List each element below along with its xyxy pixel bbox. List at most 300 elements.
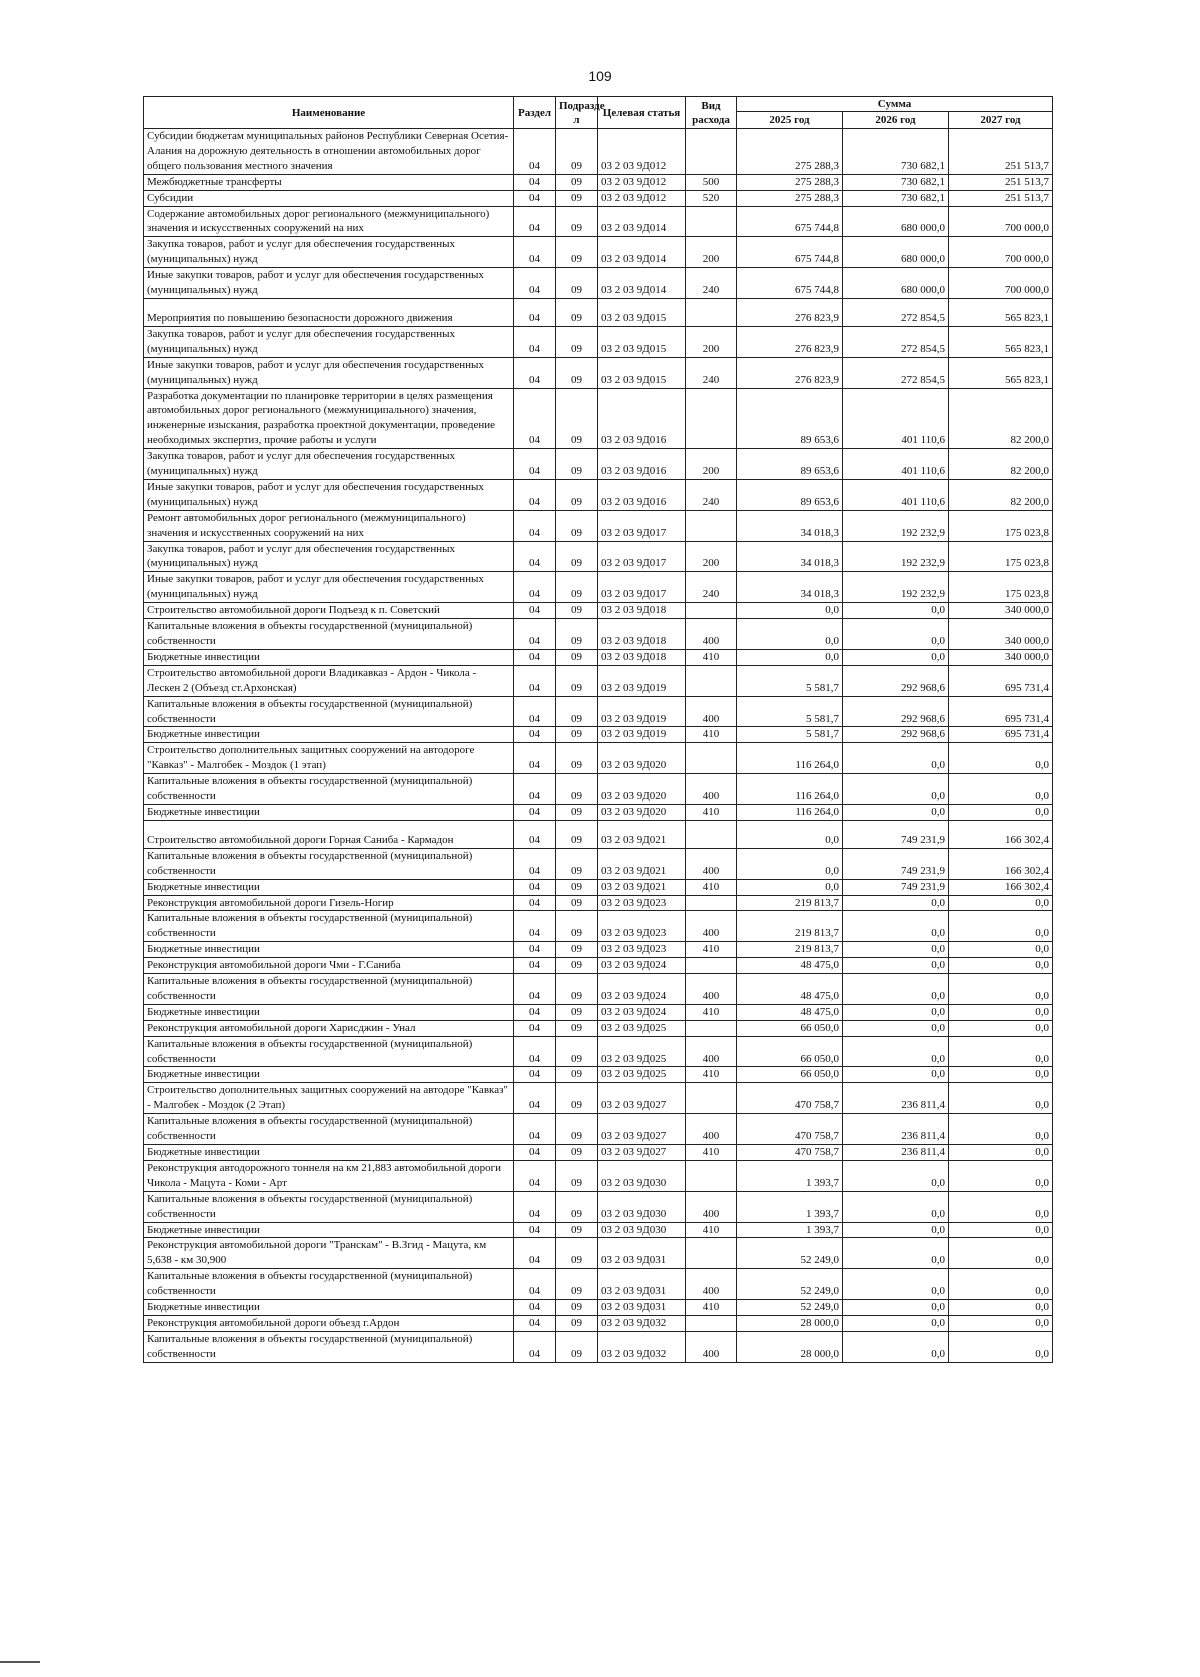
row-kind: 410 — [686, 942, 737, 958]
row-2025: 52 249,0 — [737, 1300, 843, 1316]
row-2025: 48 475,0 — [737, 974, 843, 1005]
row-2025: 675 744,8 — [737, 237, 843, 268]
row-kind: 520 — [686, 190, 737, 206]
row-section: 04 — [514, 326, 556, 357]
table-row — [144, 1020, 1053, 1036]
row-subsection: 09 — [556, 1160, 598, 1191]
row-section: 04 — [514, 190, 556, 206]
row-2026: 0,0 — [843, 1269, 949, 1300]
row-2026: 0,0 — [843, 1067, 949, 1083]
header-sum: Сумма — [737, 97, 1053, 112]
row-kind — [686, 743, 737, 774]
row-kind — [686, 388, 737, 449]
row-2027: 175 023,8 — [949, 541, 1053, 572]
row-target: 03 2 03 9Д025 — [598, 1067, 686, 1083]
row-name: Бюджетные инвестиции — [144, 649, 514, 665]
table-row — [144, 190, 1053, 206]
row-section: 04 — [514, 298, 556, 326]
row-subsection: 09 — [556, 449, 598, 480]
row-2025: 66 050,0 — [737, 1020, 843, 1036]
row-target: 03 2 03 9Д032 — [598, 1331, 686, 1362]
row-2025: 1 393,7 — [737, 1160, 843, 1191]
table-row — [144, 1160, 1053, 1191]
row-kind: 240 — [686, 572, 737, 603]
row-2025: 5 581,7 — [737, 665, 843, 696]
row-name: Межбюджетные трансферты — [144, 174, 514, 190]
row-kind — [686, 1238, 737, 1269]
row-kind: 500 — [686, 174, 737, 190]
header-section: Раздел — [514, 97, 556, 129]
row-name: Закупка товаров, работ и услуг для обеспечения государственных (муниципальных) нужд — [144, 326, 514, 357]
row-2027: 0,0 — [949, 1300, 1053, 1316]
row-section: 04 — [514, 1315, 556, 1331]
row-2027: 0,0 — [949, 1160, 1053, 1191]
row-2026: 0,0 — [843, 619, 949, 650]
row-2027: 0,0 — [949, 774, 1053, 805]
row-2025: 89 653,6 — [737, 388, 843, 449]
table-row — [144, 1315, 1053, 1331]
row-section: 04 — [514, 1160, 556, 1191]
row-name: Иные закупки товаров, работ и услуг для обеспечения государственных (муниципальных) нужд — [144, 357, 514, 388]
row-name: Строительство дополнительных защитных сооружений на автодоре "Кавказ" - Малгобек - Моздок (2 Этап) — [144, 1083, 514, 1114]
row-name: Строительство автомобильной дороги Подъезд к п. Советский — [144, 603, 514, 619]
row-target: 03 2 03 9Д012 — [598, 174, 686, 190]
row-subsection: 09 — [556, 879, 598, 895]
row-2026: 0,0 — [843, 1238, 949, 1269]
row-2027: 0,0 — [949, 1238, 1053, 1269]
row-2025: 52 249,0 — [737, 1269, 843, 1300]
row-2025: 5 581,7 — [737, 696, 843, 727]
table-row — [144, 1145, 1053, 1161]
row-target: 03 2 03 9Д023 — [598, 942, 686, 958]
row-2027: 251 513,7 — [949, 190, 1053, 206]
row-section: 04 — [514, 665, 556, 696]
row-2027: 82 200,0 — [949, 479, 1053, 510]
row-2025: 66 050,0 — [737, 1036, 843, 1067]
row-kind: 400 — [686, 1331, 737, 1362]
row-name: Капитальные вложения в объекты государственной (муниципальной) собственности — [144, 774, 514, 805]
row-2025: 219 813,7 — [737, 942, 843, 958]
row-target: 03 2 03 9Д014 — [598, 237, 686, 268]
row-section: 04 — [514, 541, 556, 572]
row-subsection: 09 — [556, 1114, 598, 1145]
row-2025: 28 000,0 — [737, 1315, 843, 1331]
row-kind: 400 — [686, 1191, 737, 1222]
row-name: Реконструкция автомобильной дороги объезд г.Ардон — [144, 1315, 514, 1331]
row-section: 04 — [514, 1004, 556, 1020]
row-2025: 1 393,7 — [737, 1222, 843, 1238]
row-section: 04 — [514, 603, 556, 619]
row-2026: 0,0 — [843, 942, 949, 958]
table-row — [144, 1191, 1053, 1222]
row-name: Иные закупки товаров, работ и услуг для обеспечения государственных (муниципальных) нужд — [144, 572, 514, 603]
row-subsection: 09 — [556, 1020, 598, 1036]
row-section: 04 — [514, 206, 556, 237]
row-kind — [686, 820, 737, 848]
row-2025: 470 758,7 — [737, 1145, 843, 1161]
row-subsection: 09 — [556, 727, 598, 743]
row-section: 04 — [514, 879, 556, 895]
table-row — [144, 129, 1053, 175]
row-section: 04 — [514, 911, 556, 942]
row-section: 04 — [514, 237, 556, 268]
row-subsection: 09 — [556, 479, 598, 510]
row-subsection: 09 — [556, 1036, 598, 1067]
row-2026: 730 682,1 — [843, 174, 949, 190]
row-2026: 730 682,1 — [843, 190, 949, 206]
row-2027: 175 023,8 — [949, 510, 1053, 541]
row-target: 03 2 03 9Д031 — [598, 1238, 686, 1269]
row-subsection: 09 — [556, 665, 598, 696]
row-subsection: 09 — [556, 804, 598, 820]
row-section: 04 — [514, 1083, 556, 1114]
row-2026: 192 232,9 — [843, 572, 949, 603]
row-kind: 400 — [686, 1036, 737, 1067]
row-section: 04 — [514, 743, 556, 774]
row-name: Иные закупки товаров, работ и услуг для обеспечения государственных (муниципальных) нужд — [144, 268, 514, 299]
row-name: Строительство дополнительных защитных сооружений на автодороге "Кавказ" - Малгобек - Моздок (1 этап) — [144, 743, 514, 774]
row-section: 04 — [514, 1238, 556, 1269]
row-section: 04 — [514, 1020, 556, 1036]
table-row — [144, 804, 1053, 820]
row-subsection: 09 — [556, 619, 598, 650]
row-section: 04 — [514, 174, 556, 190]
row-kind: 400 — [686, 619, 737, 650]
row-2026: 236 811,4 — [843, 1083, 949, 1114]
row-target: 03 2 03 9Д020 — [598, 804, 686, 820]
row-subsection: 09 — [556, 974, 598, 1005]
table-row — [144, 619, 1053, 650]
row-2025: 0,0 — [737, 649, 843, 665]
row-target: 03 2 03 9Д027 — [598, 1145, 686, 1161]
row-2027: 0,0 — [949, 1020, 1053, 1036]
row-2025: 48 475,0 — [737, 958, 843, 974]
row-2026: 730 682,1 — [843, 129, 949, 175]
table-row — [144, 848, 1053, 879]
row-2025: 34 018,3 — [737, 510, 843, 541]
row-name: Капитальные вложения в объекты государственной (муниципальной) собственности — [144, 1269, 514, 1300]
row-subsection: 09 — [556, 1067, 598, 1083]
row-2027: 0,0 — [949, 1145, 1053, 1161]
row-kind — [686, 1083, 737, 1114]
row-2025: 1 393,7 — [737, 1191, 843, 1222]
row-target: 03 2 03 9Д015 — [598, 357, 686, 388]
row-target: 03 2 03 9Д023 — [598, 911, 686, 942]
row-target: 03 2 03 9Д017 — [598, 572, 686, 603]
row-2027: 82 200,0 — [949, 388, 1053, 449]
row-name: Бюджетные инвестиции — [144, 727, 514, 743]
row-section: 04 — [514, 268, 556, 299]
row-kind: 410 — [686, 879, 737, 895]
row-name: Реконструкция автомобильной дороги Чми - Г.Саниба — [144, 958, 514, 974]
row-kind — [686, 510, 737, 541]
row-target: 03 2 03 9Д030 — [598, 1160, 686, 1191]
row-subsection: 09 — [556, 572, 598, 603]
row-section: 04 — [514, 774, 556, 805]
row-kind — [686, 895, 737, 911]
row-kind: 240 — [686, 268, 737, 299]
row-section: 04 — [514, 510, 556, 541]
row-section: 04 — [514, 696, 556, 727]
row-subsection: 09 — [556, 848, 598, 879]
row-2026: 0,0 — [843, 603, 949, 619]
row-2026: 0,0 — [843, 911, 949, 942]
table-row — [144, 388, 1053, 449]
row-kind — [686, 603, 737, 619]
header-2027: 2027 год — [949, 112, 1053, 129]
row-kind — [686, 129, 737, 175]
row-2027: 0,0 — [949, 1269, 1053, 1300]
row-name: Капитальные вложения в объекты государственной (муниципальной) собственности — [144, 1191, 514, 1222]
row-name: Реконструкция автомобильной дороги Гизель-Ногир — [144, 895, 514, 911]
row-subsection: 09 — [556, 1269, 598, 1300]
row-subsection: 09 — [556, 541, 598, 572]
row-target: 03 2 03 9Д019 — [598, 727, 686, 743]
row-2027: 166 302,4 — [949, 848, 1053, 879]
row-2026: 749 231,9 — [843, 848, 949, 879]
row-2027: 0,0 — [949, 942, 1053, 958]
row-section: 04 — [514, 727, 556, 743]
row-2026: 0,0 — [843, 1036, 949, 1067]
row-subsection: 09 — [556, 1238, 598, 1269]
header-row-top — [144, 97, 1053, 112]
row-target: 03 2 03 9Д018 — [598, 603, 686, 619]
row-2026: 0,0 — [843, 895, 949, 911]
row-2025: 675 744,8 — [737, 268, 843, 299]
row-kind — [686, 1020, 737, 1036]
row-2026: 192 232,9 — [843, 541, 949, 572]
row-target: 03 2 03 9Д031 — [598, 1300, 686, 1316]
row-2025: 89 653,6 — [737, 479, 843, 510]
row-subsection: 09 — [556, 1315, 598, 1331]
row-target: 03 2 03 9Д018 — [598, 619, 686, 650]
row-2025: 116 264,0 — [737, 743, 843, 774]
row-subsection: 09 — [556, 1145, 598, 1161]
row-2027: 251 513,7 — [949, 174, 1053, 190]
row-section: 04 — [514, 1222, 556, 1238]
row-subsection: 09 — [556, 129, 598, 175]
row-2025: 470 758,7 — [737, 1083, 843, 1114]
row-subsection: 09 — [556, 1222, 598, 1238]
row-target: 03 2 03 9Д017 — [598, 541, 686, 572]
row-section: 04 — [514, 1114, 556, 1145]
row-subsection: 09 — [556, 895, 598, 911]
row-2025: 52 249,0 — [737, 1238, 843, 1269]
table-row — [144, 357, 1053, 388]
row-target: 03 2 03 9Д012 — [598, 190, 686, 206]
row-name: Иные закупки товаров, работ и услуг для обеспечения государственных (муниципальных) нужд — [144, 479, 514, 510]
row-2025: 275 288,3 — [737, 190, 843, 206]
row-section: 04 — [514, 1300, 556, 1316]
row-kind: 240 — [686, 357, 737, 388]
row-2026: 0,0 — [843, 1004, 949, 1020]
row-2025: 276 823,9 — [737, 357, 843, 388]
row-2027: 0,0 — [949, 743, 1053, 774]
row-name: Содержание автомобильных дорог регионального (межмуниципального) значения и искусственных сооружений на них — [144, 206, 514, 237]
row-target: 03 2 03 9Д021 — [598, 848, 686, 879]
row-2025: 0,0 — [737, 820, 843, 848]
row-section: 04 — [514, 1331, 556, 1362]
row-subsection: 09 — [556, 190, 598, 206]
row-subsection: 09 — [556, 942, 598, 958]
row-2027: 695 731,4 — [949, 665, 1053, 696]
row-subsection: 09 — [556, 603, 598, 619]
row-target: 03 2 03 9Д012 — [598, 129, 686, 175]
row-2025: 275 288,3 — [737, 129, 843, 175]
row-kind: 410 — [686, 1222, 737, 1238]
header-name: Наименование — [144, 97, 514, 129]
row-2026: 272 854,5 — [843, 326, 949, 357]
row-name: Строительство автомобильной дороги Горная Саниба - Кармадон — [144, 820, 514, 848]
row-section: 04 — [514, 357, 556, 388]
row-2027: 340 000,0 — [949, 603, 1053, 619]
row-2027: 565 823,1 — [949, 357, 1053, 388]
row-section: 04 — [514, 649, 556, 665]
row-name: Реконструкция автомобильной дороги "Транскам" - В.Згид - Мацута, км 5,638 - км 30,900 — [144, 1238, 514, 1269]
row-name: Закупка товаров, работ и услуг для обеспечения государственных (муниципальных) нужд — [144, 237, 514, 268]
row-name: Строительство автомобильной дороги Владикавказ - Ардон - Чикола - Лескен 2 (Объезд ст.Архонская) — [144, 665, 514, 696]
row-2025: 470 758,7 — [737, 1114, 843, 1145]
row-subsection: 09 — [556, 911, 598, 942]
row-name: Субсидии — [144, 190, 514, 206]
row-2025: 675 744,8 — [737, 206, 843, 237]
row-name: Ремонт автомобильных дорог регионального (межмуниципального) значения и искусственных сооружений на них — [144, 510, 514, 541]
row-subsection: 09 — [556, 696, 598, 727]
row-section: 04 — [514, 479, 556, 510]
table-row — [144, 958, 1053, 974]
table-row — [144, 774, 1053, 805]
row-subsection: 09 — [556, 298, 598, 326]
row-2026: 401 110,6 — [843, 449, 949, 480]
row-2026: 0,0 — [843, 1331, 949, 1362]
row-name: Закупка товаров, работ и услуг для обеспечения государственных (муниципальных) нужд — [144, 541, 514, 572]
table-body — [144, 129, 1053, 1363]
row-subsection: 09 — [556, 649, 598, 665]
table-row — [144, 743, 1053, 774]
row-section: 04 — [514, 619, 556, 650]
table-row — [144, 1238, 1053, 1269]
row-kind — [686, 665, 737, 696]
row-subsection: 09 — [556, 1191, 598, 1222]
row-kind — [686, 1160, 737, 1191]
table-row — [144, 541, 1053, 572]
row-kind: 410 — [686, 804, 737, 820]
table-row — [144, 820, 1053, 848]
row-2025: 0,0 — [737, 603, 843, 619]
row-subsection: 09 — [556, 268, 598, 299]
row-2027: 565 823,1 — [949, 298, 1053, 326]
row-subsection: 09 — [556, 958, 598, 974]
row-target: 03 2 03 9Д024 — [598, 1004, 686, 1020]
row-2027: 0,0 — [949, 1004, 1053, 1020]
table-row — [144, 326, 1053, 357]
row-2025: 0,0 — [737, 848, 843, 879]
row-name: Реконструкция автодорожного тоннеля на км 21,883 автомобильной дороги Чикола - Мацута - Коми - Арт — [144, 1160, 514, 1191]
row-target: 03 2 03 9Д030 — [598, 1191, 686, 1222]
row-2026: 272 854,5 — [843, 357, 949, 388]
table-row — [144, 298, 1053, 326]
row-subsection: 09 — [556, 1300, 598, 1316]
row-name: Капитальные вложения в объекты государственной (муниципальной) собственности — [144, 1036, 514, 1067]
row-name: Капитальные вложения в объекты государственной (муниципальной) собственности — [144, 1331, 514, 1362]
row-2025: 276 823,9 — [737, 326, 843, 357]
row-2026: 680 000,0 — [843, 237, 949, 268]
row-kind — [686, 298, 737, 326]
row-2026: 236 811,4 — [843, 1145, 949, 1161]
row-2026: 0,0 — [843, 1191, 949, 1222]
row-2026: 749 231,9 — [843, 820, 949, 848]
table-row — [144, 237, 1053, 268]
row-2027: 0,0 — [949, 804, 1053, 820]
row-target: 03 2 03 9Д027 — [598, 1083, 686, 1114]
row-kind: 400 — [686, 848, 737, 879]
row-name: Бюджетные инвестиции — [144, 942, 514, 958]
row-section: 04 — [514, 1145, 556, 1161]
row-2027: 166 302,4 — [949, 820, 1053, 848]
row-section: 04 — [514, 820, 556, 848]
row-2027: 175 023,8 — [949, 572, 1053, 603]
row-2027: 700 000,0 — [949, 268, 1053, 299]
row-kind: 410 — [686, 1004, 737, 1020]
row-kind — [686, 958, 737, 974]
header-kind: Вид расхода — [686, 97, 737, 129]
row-2027: 0,0 — [949, 1067, 1053, 1083]
row-2027: 340 000,0 — [949, 619, 1053, 650]
row-name: Капитальные вложения в объекты государственной (муниципальной) собственности — [144, 696, 514, 727]
row-target: 03 2 03 9Д025 — [598, 1020, 686, 1036]
row-2027: 0,0 — [949, 1191, 1053, 1222]
row-2026: 0,0 — [843, 743, 949, 774]
row-2026: 272 854,5 — [843, 298, 949, 326]
row-subsection: 09 — [556, 1331, 598, 1362]
row-2026: 236 811,4 — [843, 1114, 949, 1145]
row-2025: 5 581,7 — [737, 727, 843, 743]
row-target: 03 2 03 9Д014 — [598, 206, 686, 237]
row-subsection: 09 — [556, 206, 598, 237]
row-kind: 410 — [686, 649, 737, 665]
page-number: 109 — [588, 68, 612, 84]
table-row — [144, 572, 1053, 603]
row-target: 03 2 03 9Д017 — [598, 510, 686, 541]
row-2026: 0,0 — [843, 1020, 949, 1036]
row-2026: 292 968,6 — [843, 665, 949, 696]
row-section: 04 — [514, 1067, 556, 1083]
row-target: 03 2 03 9Д016 — [598, 479, 686, 510]
row-target: 03 2 03 9Д030 — [598, 1222, 686, 1238]
header-2026: 2026 год — [843, 112, 949, 129]
row-section: 04 — [514, 974, 556, 1005]
row-kind: 400 — [686, 1269, 737, 1300]
row-2027: 82 200,0 — [949, 449, 1053, 480]
row-section: 04 — [514, 804, 556, 820]
row-2027: 695 731,4 — [949, 696, 1053, 727]
row-section: 04 — [514, 848, 556, 879]
header-subsection: Подразде л — [556, 97, 598, 129]
row-2027: 0,0 — [949, 1114, 1053, 1145]
row-target: 03 2 03 9Д025 — [598, 1036, 686, 1067]
row-subsection: 09 — [556, 1004, 598, 1020]
row-name: Бюджетные инвестиции — [144, 804, 514, 820]
row-2027: 340 000,0 — [949, 649, 1053, 665]
row-2025: 219 813,7 — [737, 911, 843, 942]
row-section: 04 — [514, 449, 556, 480]
table-row — [144, 1083, 1053, 1114]
row-target: 03 2 03 9Д016 — [598, 449, 686, 480]
table-row — [144, 696, 1053, 727]
row-kind: 200 — [686, 326, 737, 357]
row-section: 04 — [514, 1191, 556, 1222]
row-2025: 66 050,0 — [737, 1067, 843, 1083]
